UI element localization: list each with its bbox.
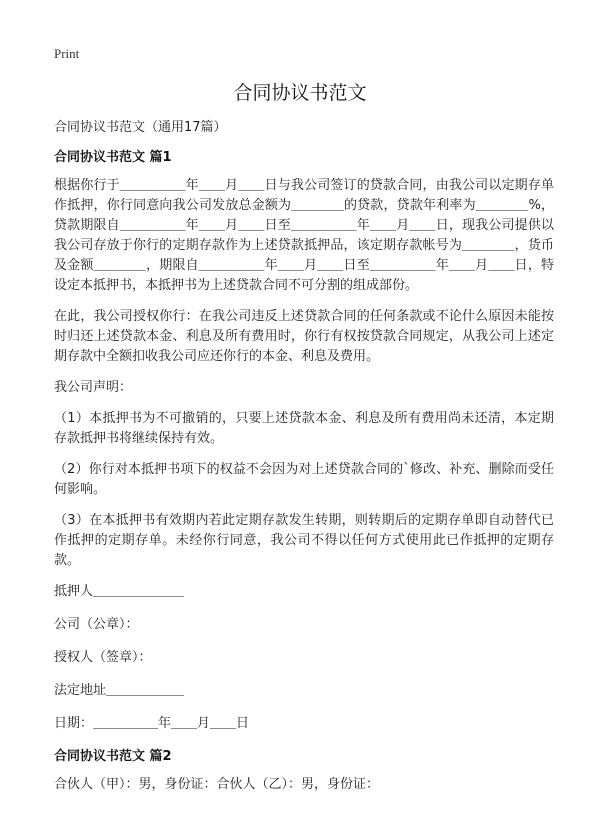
- paragraph-clause-3: （3）在本抵押书有效期内若此定期存款发生转期，则转期后的定期存单即自动替代已作抵押的定期存单。未经你行同意，我公司不得以任何方式使用此已作抵押的定期存款。: [54, 513, 554, 568]
- paragraph-loan-terms: 根据你行于＿＿＿＿＿年＿＿月＿＿日与我公司签订的贷款合同，由我公司以定期存单作抵押，你行同意向我公司发放总金额为＿＿＿＿的贷款，贷款年利率为＿＿＿＿%，贷款期限自＿＿＿＿＿年＿＿月＿＿日至＿＿＿＿＿年＿＿月＿＿日，现我公司提供以我公司存放于你行的定期存款作为上述贷款抵押品，该定期存款帐号为＿＿＿＿，货币及金额＿＿＿＿，期限自＿＿＿＿＿年＿＿月＿＿日至＿＿＿＿＿年＿＿月＿＿日，特设定本抵押书，本抵押书为上述贷款合同不可分割的组成部份。: [54, 178, 554, 293]
- sign-line-date: 日期：＿＿＿＿＿年＿＿月＿＿日: [54, 716, 250, 731]
- page-title: 合同协议书范文: [233, 82, 367, 104]
- paragraph-clause-2: （2）你行对本抵押书项下的权益不会因为对上述贷款合同的`修改、补充、删除而受任何影响。: [54, 462, 554, 497]
- sign-line-authorized-person: 授权人（签章）：: [54, 650, 152, 665]
- paragraph-partners: 合伙人（甲）：男，身份证：合伙人（乙）：男，身份证：: [54, 777, 380, 792]
- paragraph-clause-1: （1）本抵押书为不可撤销的，只要上述贷款本金、利息及所有费用尚未还清，本定期存款抵押书将继续保持有效。: [54, 411, 554, 446]
- sign-line-mortgagor: 抵押人＿＿＿＿＿＿＿: [54, 584, 185, 599]
- document-subtitle: 合同协议书范文（通用17篇）: [54, 120, 227, 135]
- section-heading-2: 合同协议书范文 篇2: [54, 749, 172, 764]
- sign-line-company-seal: 公司（公章）：: [54, 617, 139, 632]
- document-body: [54, 118, 554, 806]
- print-link[interactable]: Print: [54, 46, 80, 61]
- paragraph-authorization: 在此，我公司授权你行：在我公司违反上述贷款合同的任何条款或不论什么原因未能按时归还上述贷款本金、利息及所有费用时，你行有权按贷款合同规定，从我公司上述定期存款中全额扣收我公司应还你行的本金、利息及费用。: [54, 309, 554, 364]
- paragraph-declaration-label: 我公司声明：: [54, 380, 133, 395]
- sign-line-legal-address: 法定地址＿＿＿＿＿＿: [54, 683, 185, 698]
- section-heading-1: 合同协议书范文 篇1: [54, 150, 172, 165]
